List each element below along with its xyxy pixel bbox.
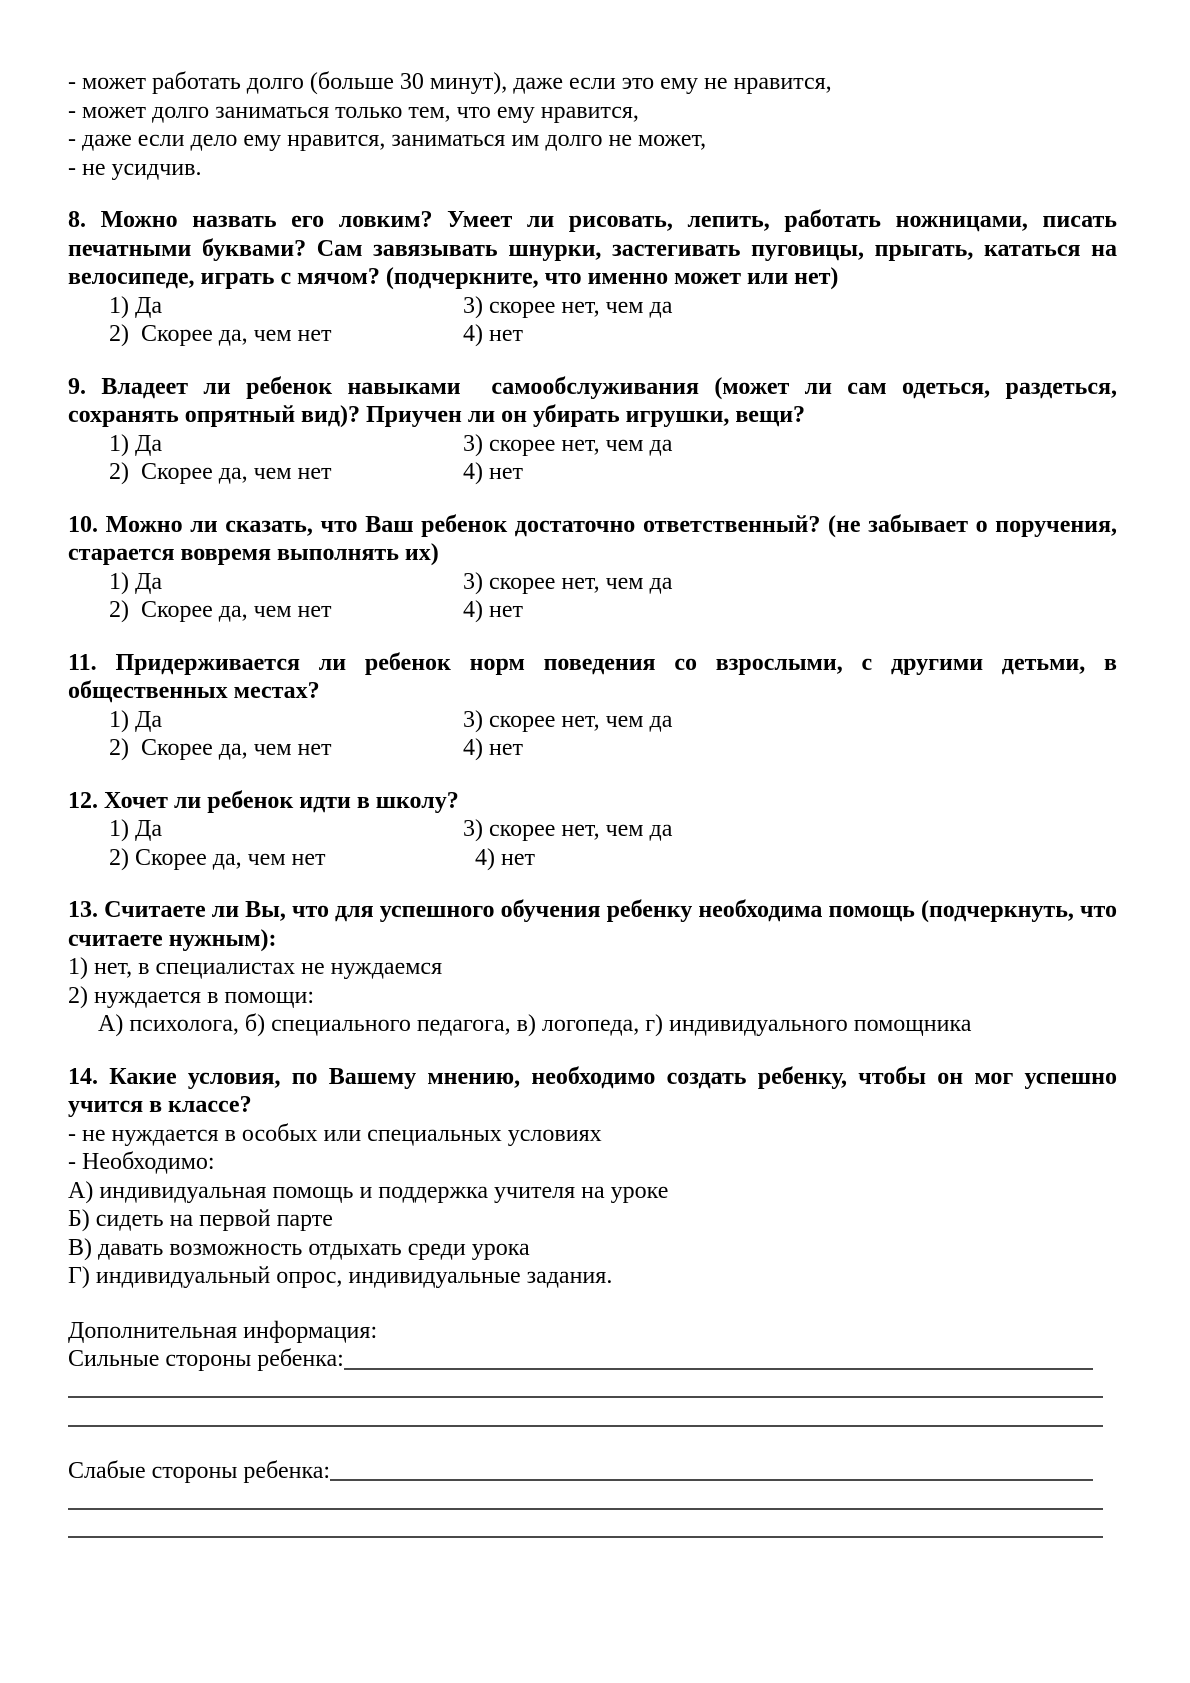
question-12-option-2[interactable]: 2) Скорее да, чем нет [109,844,326,871]
strengths-row [68,1345,1117,1374]
question-13-heading: 13. Считаете ли Вы, что для успешного обучения ребенку необходима помощь (подчеркнуть, что считаете нужным): [68,897,1123,952]
question-14-choice-g[interactable]: Г) индивидуальный опрос, индивидуальные задания. [68,1263,613,1289]
question-11 [68,649,1123,763]
question-9-options [68,430,1117,487]
question-8 [68,206,1123,349]
weaknesses-write-line[interactable] [330,1457,1093,1482]
question-14-choice-a[interactable]: А) индивидуальная помощь и поддержка учителя на уроке [68,1177,669,1204]
intro-line-2: - может долго заниматься только тем, что ему нравится, [68,97,639,124]
question-12-option-3[interactable]: 3) скорее нет, чем да [463,816,673,842]
question-10-heading: 10. Можно ли сказать, что Ваш ребенок достаточно ответственный? (не забывает о поручения, старается вовремя выполнять их) [68,511,1123,566]
question-11-options [68,706,1117,763]
question-14 [68,1063,1123,1291]
intro-line-1: - может работать долго (больше 30 минут), даже если это ему не нравится, [68,69,832,95]
strengths-blank-line-2[interactable] [68,1402,1117,1431]
question-10-option-3[interactable]: 3) скорее нет, чем да [463,568,673,595]
strengths-label: Сильные стороны ребенка: [68,1346,344,1372]
question-13-choice-2[interactable]: 2) нуждается в помощи: [68,982,314,1009]
question-10-option-2[interactable]: 2) Скорее да, чем нет [109,597,332,623]
weaknesses-row [68,1457,1117,1486]
question-14-choice-needed[interactable]: - Необходимо: [68,1149,215,1175]
question-8-heading: 8. Можно назвать его ловким? Умеет ли рисовать, лепить, работать ножницами, писать печатными буквами? Сам завязывать шнурки, застегивать пуговицы, прыгать, кататься на велосипеде, играть с мячом? (подчеркните, что именно может или нет) [68,207,1123,290]
blank-write-line[interactable] [68,1536,1103,1538]
question-10-options [68,568,1117,625]
question-8-option-3[interactable]: 3) скорее нет, чем да [463,292,673,319]
question-9-option-3[interactable]: 3) скорее нет, чем да [463,430,673,457]
question-12-option-4[interactable]: 4) нет [475,844,535,871]
question-13-choice-2-sub[interactable]: А) психолога, б) специального педагога, в) логопеда, г) индивидуального помощника [98,1011,972,1037]
question-8-option-4[interactable]: 4) нет [463,321,523,347]
question-11-option-1[interactable]: 1) Да [109,706,163,733]
intro-line-4: - не усидчив. [68,154,202,181]
question-11-option-3[interactable]: 3) скорее нет, чем да [463,706,673,733]
question-13-choice-1[interactable]: 1) нет, в специалистах не нуждаемся [68,954,443,980]
strengths-blank-line-1[interactable] [68,1374,1117,1403]
additional-info-label: Дополнительная информация: [68,1317,378,1344]
question-8-options [68,292,1117,349]
question-9-heading: 9. Владеет ли ребенок навыками самообслуживания (может ли сам одеться, раздеться, сохранять опрятный вид)? Приучен ли он убирать игрушки, вещи? [68,373,1123,428]
question-13 [68,896,1123,1039]
question-8-option-1[interactable]: 1) Да [109,292,163,319]
weaknesses-blank-line-1[interactable] [68,1485,1117,1514]
question-8-option-2[interactable]: 2) Скорее да, чем нет [109,321,332,347]
strengths-write-line[interactable] [344,1345,1093,1370]
question-12 [68,787,1117,873]
question-14-choice-v[interactable]: В) давать возможность отдыхать среди урока [68,1234,530,1261]
question-14-choice-none[interactable]: - не нуждается в особых или специальных условиях [68,1120,602,1147]
question-10-option-4[interactable]: 4) нет [463,597,523,623]
question-12-option-1[interactable]: 1) Да [109,816,163,842]
question-10 [68,511,1123,625]
blank-write-line[interactable] [68,1508,1103,1510]
weaknesses-label: Слабые стороны ребенка: [68,1457,331,1484]
question-9-option-4[interactable]: 4) нет [463,459,523,485]
intro-line-3: - даже если дело ему нравится, заниматься им долго не может, [68,126,707,152]
intro-list [68,68,1117,182]
question-12-heading: 12. Хочет ли ребенок идти в школу? [68,787,459,814]
question-11-heading: 11. Придерживается ли ребенок норм поведения со взрослыми, с другими детьми, в общественных местах? [68,649,1123,704]
question-9 [68,373,1123,487]
question-12-options [68,815,1117,872]
blank-write-line[interactable] [68,1396,1103,1398]
additional-info-section [68,1317,1117,1543]
blank-write-line[interactable] [68,1425,1103,1427]
question-14-choice-b[interactable]: Б) сидеть на первой парте [68,1206,333,1232]
question-10-option-1[interactable]: 1) Да [109,568,163,595]
question-14-heading: 14. Какие условия, по Вашему мнению, необходимо создать ребенку, чтобы он мог успешно учится в классе? [68,1063,1123,1118]
question-9-option-2[interactable]: 2) Скорее да, чем нет [109,459,332,485]
question-11-option-4[interactable]: 4) нет [463,735,523,761]
weaknesses-blank-line-2[interactable] [68,1514,1117,1543]
question-9-option-1[interactable]: 1) Да [109,430,163,457]
question-11-option-2[interactable]: 2) Скорее да, чем нет [109,735,332,761]
